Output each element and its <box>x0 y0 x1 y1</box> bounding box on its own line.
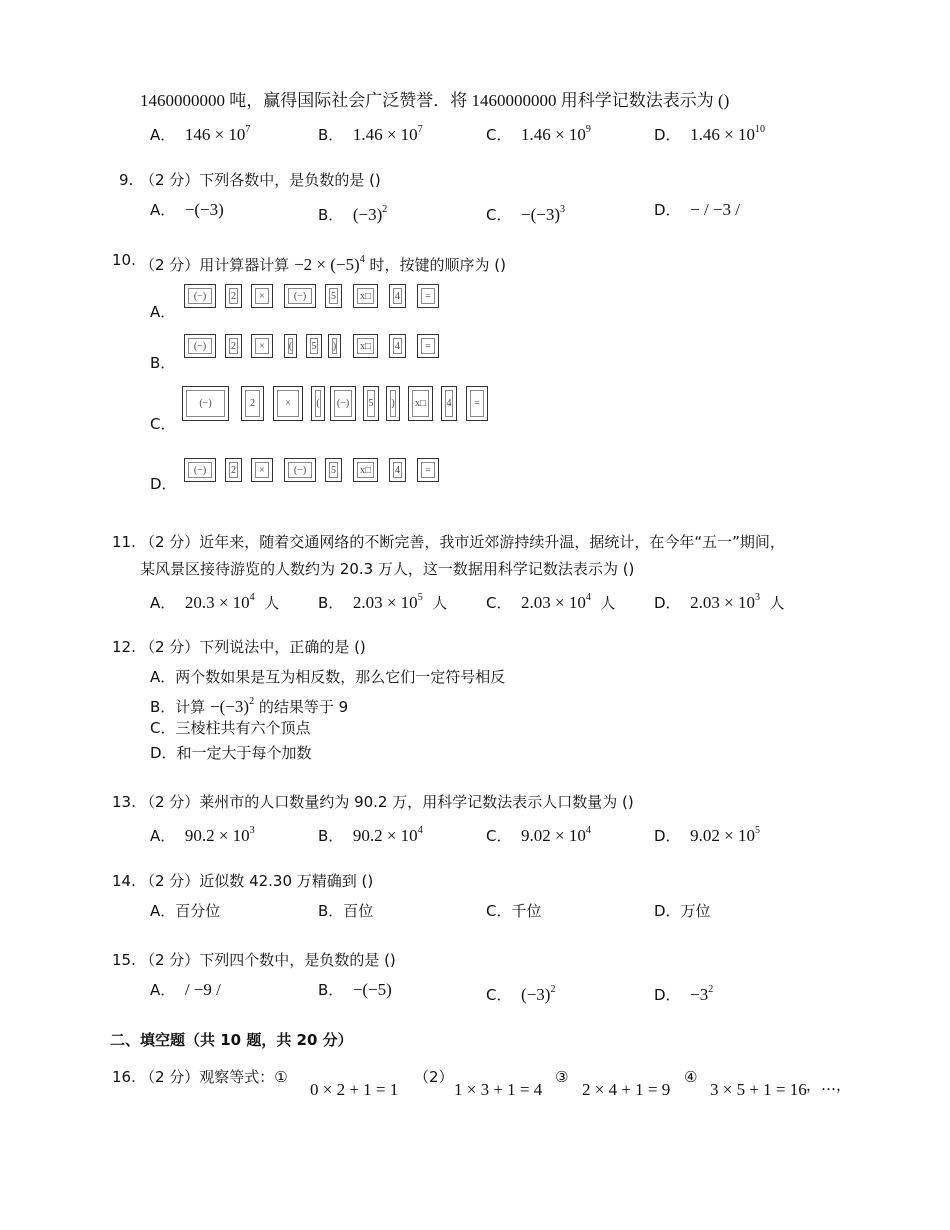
q12-option-a[interactable]: A．两个数如果是互为相反数，那么它们一定符号相反 <box>150 668 506 686</box>
q16-number: 16. <box>112 1068 136 1086</box>
key-left-paren[interactable]: ( <box>311 386 325 421</box>
q12-option-c[interactable]: C．三棱柱共有六个顶点 <box>150 719 311 737</box>
q13-stem: （2 分）莱州市的人口数量约为 90.2 万，用科学记数法表示人口数量为 () <box>140 793 634 811</box>
key-2[interactable]: 2 <box>241 386 264 421</box>
key-negative[interactable]: (−) <box>284 458 316 482</box>
q16-tail: ，…， <box>806 1076 852 1094</box>
q16-equation-2: 1 × 3 + 1 = 4 <box>454 1080 543 1099</box>
q14-option-b[interactable]: B．百位 <box>318 902 374 920</box>
q15-number: 15. <box>112 951 136 969</box>
q8-option-c[interactable]: C． $1.46 \times 10^9$ <box>486 124 591 144</box>
q11-option-d[interactable]: D． $2.03 \times 10^3$ 人 <box>654 592 785 612</box>
q16-marker-4: ④ <box>684 1068 698 1086</box>
q15-stem: （2 分）下列四个数中，是负数的是 () <box>140 951 396 969</box>
q13-option-b[interactable]: B． $90.2 \times 10^4$ <box>318 825 423 845</box>
key-2[interactable]: 2 <box>225 284 242 308</box>
q12-stem: （2 分）下列说法中，正确的是 () <box>140 638 366 656</box>
key-2[interactable]: 2 <box>225 334 242 358</box>
q10-option-b-label[interactable]: B． <box>150 354 176 372</box>
key-left-paren[interactable]: ( <box>284 334 297 358</box>
key-equals[interactable]: = <box>417 458 439 482</box>
key-4[interactable]: 4 <box>389 284 406 308</box>
q15-option-c[interactable]: C． $(-3)^2$ <box>486 984 556 1004</box>
key-5[interactable]: 5 <box>325 458 342 482</box>
key-right-paren[interactable]: ) <box>386 386 400 421</box>
key-2[interactable]: 2 <box>225 458 242 482</box>
q9-option-a[interactable]: A． −(−3) <box>150 200 224 219</box>
q16-marker-3: ③ <box>555 1068 569 1086</box>
key-5[interactable]: 5 <box>325 284 342 308</box>
q16-equation-4: 3 × 5 + 1 = 16 <box>710 1080 807 1099</box>
q12-option-d[interactable]: D．和一定大于每个加数 <box>150 744 312 762</box>
q16-equation-3: 2 × 4 + 1 = 9 <box>582 1080 671 1099</box>
key-negative[interactable]: (−) <box>184 334 216 358</box>
q10-stem: （2 分）用计算器计算 $-2 \times (-5)^4$ 时，按键的顺序为 () <box>140 254 506 274</box>
key-negative[interactable]: (−) <box>182 386 229 421</box>
q13-option-a[interactable]: A． $90.2 \times 10^3$ <box>150 825 255 845</box>
q14-stem: （2 分）近似数 42.30 万精确到 () <box>140 872 374 890</box>
key-4[interactable]: 4 <box>441 386 457 421</box>
key-negative[interactable]: (−) <box>330 386 356 421</box>
q10-number: 10. <box>112 251 136 269</box>
key-5[interactable]: 5 <box>363 386 379 421</box>
q15-option-d[interactable]: D． $-3^2$ <box>654 984 714 1004</box>
q14-option-d[interactable]: D．万位 <box>654 902 711 920</box>
q13-option-c[interactable]: C． $9.02 \times 10^4$ <box>486 825 591 845</box>
q8-option-a[interactable]: A． $146 \times 10^7$ <box>150 124 251 144</box>
q8-option-b[interactable]: B． $1.46 \times 10^7$ <box>318 124 423 144</box>
q9-option-c[interactable]: C． $-(-3)^3$ <box>486 204 566 224</box>
q16-stem: （2 分）观察等式：① <box>140 1068 288 1086</box>
q16-equation-1: 0 × 2 + 1 = 1 <box>310 1080 399 1099</box>
key-power[interactable]: x□ <box>408 386 433 421</box>
key-equals[interactable]: = <box>417 334 439 358</box>
q8-stem-line: 1460000000 吨，赢得国际社会广泛赞誉．将 1460000000 用科学记数法表示为 () <box>140 91 730 110</box>
key-power[interactable]: x□ <box>353 458 378 482</box>
q11-option-a[interactable]: A． $20.3 \times 10^4$ 人 <box>150 592 280 612</box>
key-negative[interactable]: (−) <box>184 284 216 308</box>
key-times[interactable]: × <box>273 386 303 421</box>
key-times[interactable]: × <box>251 334 273 358</box>
q9-number: 9. <box>119 171 134 189</box>
q10-option-c-label[interactable]: C． <box>150 415 176 433</box>
q12-option-b[interactable]: B．计算 $-(-3)^2$ 的结果等于 9 <box>150 696 349 716</box>
q11-stem-line2: 某风景区接待游览的人数约为 20.3 万人，这一数据用科学记数法表示为 () <box>140 560 635 578</box>
q14-option-a[interactable]: A．百分位 <box>150 902 221 920</box>
key-equals[interactable]: = <box>466 386 488 421</box>
q13-number: 13. <box>112 793 136 811</box>
q15-option-a[interactable]: A． / −9 / <box>150 980 221 999</box>
q11-option-b[interactable]: B． $2.03 \times 10^5$ 人 <box>318 592 448 612</box>
key-power[interactable]: x□ <box>353 284 378 308</box>
q9-stem: （2 分）下列各数中，是负数的是 () <box>140 171 381 189</box>
key-equals[interactable]: = <box>417 284 439 308</box>
section-2-title: 二、填空题（共 10 题，共 20 分） <box>110 1031 353 1049</box>
key-right-paren[interactable]: ) <box>328 334 341 358</box>
q12-number: 12. <box>112 638 136 656</box>
q10-option-a-label[interactable]: A． <box>150 303 176 321</box>
q15-option-b[interactable]: B． −(−5) <box>318 980 392 999</box>
q9-option-d[interactable]: D． − / −3 / <box>654 200 740 219</box>
q10-option-d-label[interactable]: D． <box>150 475 177 493</box>
q11-stem-line1: （2 分）近年来，随着交通网络的不断完善，我市近郊游持续升温，据统计，在今年“五一”期间， <box>140 533 785 551</box>
q11-option-c[interactable]: C． $2.03 \times 10^4$ 人 <box>486 592 616 612</box>
q8-option-d[interactable]: D． $1.46 \times 10^{10}$ <box>654 124 765 144</box>
q9-option-b[interactable]: B． $(-3)^2$ <box>318 204 388 224</box>
q13-option-d[interactable]: D． $9.02 \times 10^5$ <box>654 825 760 845</box>
q16-marker-2: （2） <box>414 1068 454 1086</box>
key-negative[interactable]: (−) <box>284 284 316 308</box>
key-4[interactable]: 4 <box>389 334 406 358</box>
key-5[interactable]: 5 <box>306 334 322 358</box>
key-times[interactable]: × <box>251 284 273 308</box>
q14-option-c[interactable]: C．千位 <box>486 902 542 920</box>
q14-number: 14. <box>112 872 136 890</box>
key-power[interactable]: x□ <box>353 334 378 358</box>
key-times[interactable]: × <box>251 458 273 482</box>
key-4[interactable]: 4 <box>389 458 406 482</box>
key-negative[interactable]: (−) <box>184 458 216 482</box>
q11-number: 11. <box>112 533 136 551</box>
